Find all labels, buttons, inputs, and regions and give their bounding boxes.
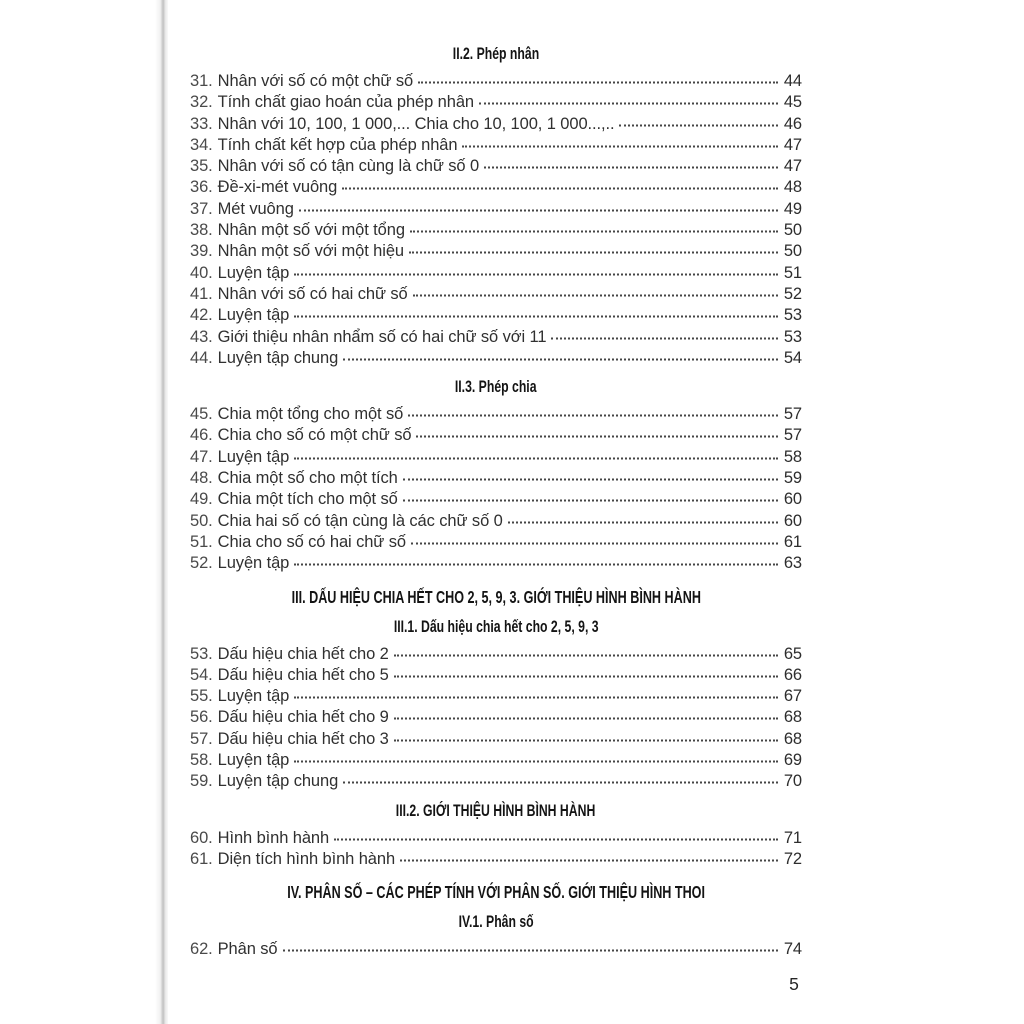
entry-number: 42. bbox=[190, 306, 213, 325]
entry-title: Hình bình hành bbox=[217, 828, 330, 847]
entry-number: 47. bbox=[190, 447, 213, 466]
entry-page: 59 bbox=[783, 469, 802, 488]
entry-title: Giới thiệu nhân nhẩm số có hai chữ số với 11 bbox=[217, 327, 547, 346]
entry-number: 49. bbox=[190, 490, 213, 509]
toc-entry bbox=[190, 135, 802, 156]
entry-page: 70 bbox=[783, 772, 802, 791]
entry-title: Tính chất kết hợp của phép nhân bbox=[217, 135, 458, 154]
section-heading bbox=[190, 377, 802, 397]
entry-number: 58. bbox=[190, 751, 213, 770]
entry-page: 53 bbox=[783, 327, 802, 346]
dot-leader bbox=[408, 415, 778, 417]
dot-leader bbox=[342, 188, 778, 190]
toc-entry bbox=[190, 771, 802, 792]
entry-page: 68 bbox=[783, 708, 802, 727]
entry-page: 63 bbox=[783, 554, 802, 573]
entry-number: 59. bbox=[190, 772, 213, 791]
toc-entry bbox=[190, 468, 802, 489]
entry-title: Đề-xi-mét vuông bbox=[217, 178, 338, 197]
section-heading-text: III.1. Dấu hiệu chia hết cho 2, 5, 9, 3 bbox=[393, 616, 599, 636]
dot-leader bbox=[343, 782, 778, 784]
entry-page: 57 bbox=[783, 405, 802, 424]
toc-entry bbox=[190, 553, 802, 574]
entry-title: Chia hai số có tận cùng là các chữ số 0 bbox=[217, 511, 503, 530]
entry-page: 58 bbox=[783, 447, 802, 466]
toc-entry bbox=[190, 263, 802, 284]
dot-leader bbox=[403, 500, 778, 502]
entry-page: 50 bbox=[783, 221, 802, 240]
dot-leader bbox=[508, 521, 778, 523]
entry-title: Nhân một số với một hiệu bbox=[217, 242, 404, 261]
entry-number: 38. bbox=[190, 221, 213, 240]
entry-page: 65 bbox=[783, 644, 802, 663]
entry-number: 54. bbox=[190, 665, 213, 684]
entry-page: 53 bbox=[783, 306, 802, 325]
section-heading bbox=[190, 912, 802, 932]
section-heading-text: III. DẤU HIỆU CHIA HẾT CHO 2, 5, 9, 3. GIỚI THIỆU HÌNH BÌNH HÀNH bbox=[291, 586, 701, 607]
entry-number: 35. bbox=[190, 157, 213, 176]
dot-leader bbox=[394, 718, 778, 720]
entry-number: 40. bbox=[190, 263, 213, 282]
entry-page: 48 bbox=[783, 178, 802, 197]
entry-title: Nhân với 10, 100, 1 000,... Chia cho 10, 100, 1 000...,.. bbox=[217, 114, 615, 133]
section-heading bbox=[190, 587, 802, 607]
entry-number: 55. bbox=[190, 687, 213, 706]
entry-title: Phân số bbox=[217, 940, 278, 959]
entry-title: Chia một tích cho một số bbox=[217, 490, 398, 509]
entry-number: 46. bbox=[190, 426, 213, 445]
section-heading-text: IV.1. Phân số bbox=[458, 912, 534, 932]
entry-page: 44 bbox=[783, 72, 802, 90]
entry-number: 33. bbox=[190, 114, 213, 133]
toc-entry bbox=[190, 686, 802, 707]
entry-title: Dấu hiệu chia hết cho 9 bbox=[217, 708, 389, 727]
entry-page: 68 bbox=[783, 729, 802, 748]
entry-title: Luyện tập bbox=[217, 687, 290, 706]
toc-entry bbox=[190, 665, 802, 686]
entry-number: 61. bbox=[190, 849, 213, 868]
entry-title: Chia cho số có một chữ số bbox=[217, 426, 412, 445]
dot-leader bbox=[394, 675, 778, 677]
entry-title: Luyện tập bbox=[217, 306, 290, 325]
entry-title: Chia cho số có hai chữ số bbox=[217, 532, 406, 551]
toc-entry bbox=[190, 199, 802, 220]
entry-title: Nhân một số với một tổng bbox=[217, 221, 405, 240]
entry-page: 54 bbox=[783, 348, 802, 367]
section-heading bbox=[190, 882, 802, 902]
toc-entry bbox=[190, 828, 802, 849]
toc-entry bbox=[190, 707, 802, 728]
toc-entry bbox=[190, 305, 802, 326]
entry-title: Nhân với số có hai chữ số bbox=[217, 284, 408, 303]
dot-leader bbox=[299, 209, 778, 211]
entry-page: 47 bbox=[783, 135, 802, 154]
entry-title: Luyện tập bbox=[217, 447, 290, 466]
toc-entry bbox=[190, 284, 802, 305]
entry-number: 41. bbox=[190, 284, 213, 303]
toc-entry bbox=[190, 750, 802, 771]
toc-entry bbox=[190, 489, 802, 510]
entry-title: Mét vuông bbox=[217, 199, 294, 218]
entry-number: 36. bbox=[190, 178, 213, 197]
dot-leader bbox=[418, 82, 778, 84]
dot-leader bbox=[619, 124, 778, 126]
entry-number: 51. bbox=[190, 532, 213, 551]
entry-number: 50. bbox=[190, 511, 213, 530]
dot-leader bbox=[551, 337, 778, 339]
entry-number: 52. bbox=[190, 554, 213, 573]
dot-leader bbox=[410, 231, 778, 233]
entry-title: Luyện tập chung bbox=[217, 348, 339, 367]
entry-number: 44. bbox=[190, 348, 213, 367]
entry-number: 48. bbox=[190, 469, 213, 488]
entry-title: Luyện tập chung bbox=[217, 772, 339, 791]
dot-leader bbox=[294, 457, 778, 459]
entry-title: Dấu hiệu chia hết cho 2 bbox=[217, 644, 389, 663]
entry-title: Chia một số cho một tích bbox=[217, 469, 398, 488]
dot-leader bbox=[413, 294, 778, 296]
toc-entry bbox=[190, 348, 802, 369]
entry-title: Luyện tập bbox=[217, 751, 290, 770]
toc-entry bbox=[190, 114, 802, 135]
toc-entry bbox=[190, 220, 802, 241]
toc-entry bbox=[190, 729, 802, 750]
toc-entry bbox=[190, 447, 802, 468]
entry-page: 49 bbox=[783, 199, 802, 218]
entry-page: 60 bbox=[783, 490, 802, 509]
dot-leader bbox=[394, 654, 778, 656]
entry-page: 60 bbox=[783, 511, 802, 530]
section-heading bbox=[190, 617, 802, 637]
entry-page: 46 bbox=[783, 114, 802, 133]
book-page bbox=[168, 0, 1024, 1024]
entry-page: 72 bbox=[783, 849, 802, 868]
entry-page: 69 bbox=[783, 751, 802, 770]
entry-number: 57. bbox=[190, 729, 213, 748]
toc-entry bbox=[190, 177, 802, 198]
entry-page: 71 bbox=[783, 828, 802, 847]
entry-number: 32. bbox=[190, 93, 213, 112]
page-number: 5 bbox=[789, 974, 799, 994]
dot-leader bbox=[400, 859, 778, 861]
entry-number: 31. bbox=[190, 72, 213, 90]
dot-leader bbox=[294, 564, 778, 566]
entry-number: 45. bbox=[190, 405, 213, 424]
entry-title: Dấu hiệu chia hết cho 3 bbox=[217, 729, 389, 748]
entry-title: Tính chất giao hoán của phép nhân bbox=[217, 93, 474, 112]
toc-entry bbox=[190, 939, 802, 960]
entry-title: Nhân với số có một chữ số bbox=[217, 72, 414, 90]
dot-leader bbox=[294, 316, 778, 318]
dot-leader bbox=[394, 739, 778, 741]
dot-leader bbox=[409, 252, 778, 254]
dot-leader bbox=[484, 167, 778, 169]
entry-title: Dấu hiệu chia hết cho 5 bbox=[217, 665, 389, 684]
section-heading-text: IV. PHÂN SỐ – CÁC PHÉP TÍNH VỚI PHÂN SỐ. GIỚI THIỆU HÌNH THOI bbox=[287, 882, 705, 903]
entry-page: 51 bbox=[783, 263, 802, 282]
entry-page: 50 bbox=[783, 242, 802, 261]
entry-title: Nhân với số có tận cùng là chữ số 0 bbox=[217, 157, 480, 176]
toc-entry bbox=[190, 849, 802, 870]
toc-entry bbox=[190, 92, 802, 113]
dot-leader bbox=[334, 838, 778, 840]
section-heading bbox=[190, 801, 802, 821]
toc-entry bbox=[190, 532, 802, 553]
entry-number: 60. bbox=[190, 828, 213, 847]
dot-leader bbox=[343, 358, 778, 360]
table-of-contents bbox=[190, 44, 802, 961]
toc-entry bbox=[190, 644, 802, 665]
page-left-edge-shadow bbox=[155, 0, 169, 1024]
dot-leader bbox=[416, 436, 778, 438]
dot-leader bbox=[403, 479, 778, 481]
entry-title: Luyện tập bbox=[217, 263, 290, 282]
toc-entry bbox=[190, 156, 802, 177]
entry-page: 57 bbox=[783, 426, 802, 445]
entry-number: 37. bbox=[190, 199, 213, 218]
entry-number: 43. bbox=[190, 327, 213, 346]
section-heading bbox=[190, 44, 802, 64]
toc-entry bbox=[190, 404, 802, 425]
section-heading-text: II.3. Phép chia bbox=[455, 377, 537, 397]
toc-entry bbox=[190, 511, 802, 532]
section-heading-text: II.2. Phép nhân bbox=[452, 44, 540, 63]
entry-page: 66 bbox=[783, 665, 802, 684]
toc-entry bbox=[190, 425, 802, 446]
toc-entry bbox=[190, 327, 802, 348]
dot-leader bbox=[411, 542, 778, 544]
entry-page: 47 bbox=[783, 157, 802, 176]
entry-page: 52 bbox=[783, 284, 802, 303]
dot-leader bbox=[294, 761, 778, 763]
entry-title: Chia một tổng cho một số bbox=[217, 405, 404, 424]
entry-number: 53. bbox=[190, 644, 213, 663]
entry-number: 62. bbox=[190, 940, 213, 959]
entry-number: 56. bbox=[190, 708, 213, 727]
entry-number: 34. bbox=[190, 135, 213, 154]
dot-leader bbox=[294, 273, 778, 275]
entry-title: Diện tích hình bình hành bbox=[217, 849, 396, 868]
toc-entry bbox=[190, 241, 802, 262]
entry-number: 39. bbox=[190, 242, 213, 261]
dot-leader bbox=[294, 697, 778, 699]
section-heading-text: III.2. GIỚI THIỆU HÌNH BÌNH HÀNH bbox=[396, 800, 596, 820]
entry-title: Luyện tập bbox=[217, 554, 290, 573]
entry-page: 45 bbox=[783, 93, 802, 112]
entry-page: 61 bbox=[783, 532, 802, 551]
toc-entry bbox=[190, 71, 802, 92]
entry-page: 67 bbox=[783, 687, 802, 706]
entry-page: 74 bbox=[783, 940, 802, 959]
dot-leader bbox=[283, 950, 779, 952]
dot-leader bbox=[462, 145, 778, 147]
dot-leader bbox=[479, 103, 778, 105]
